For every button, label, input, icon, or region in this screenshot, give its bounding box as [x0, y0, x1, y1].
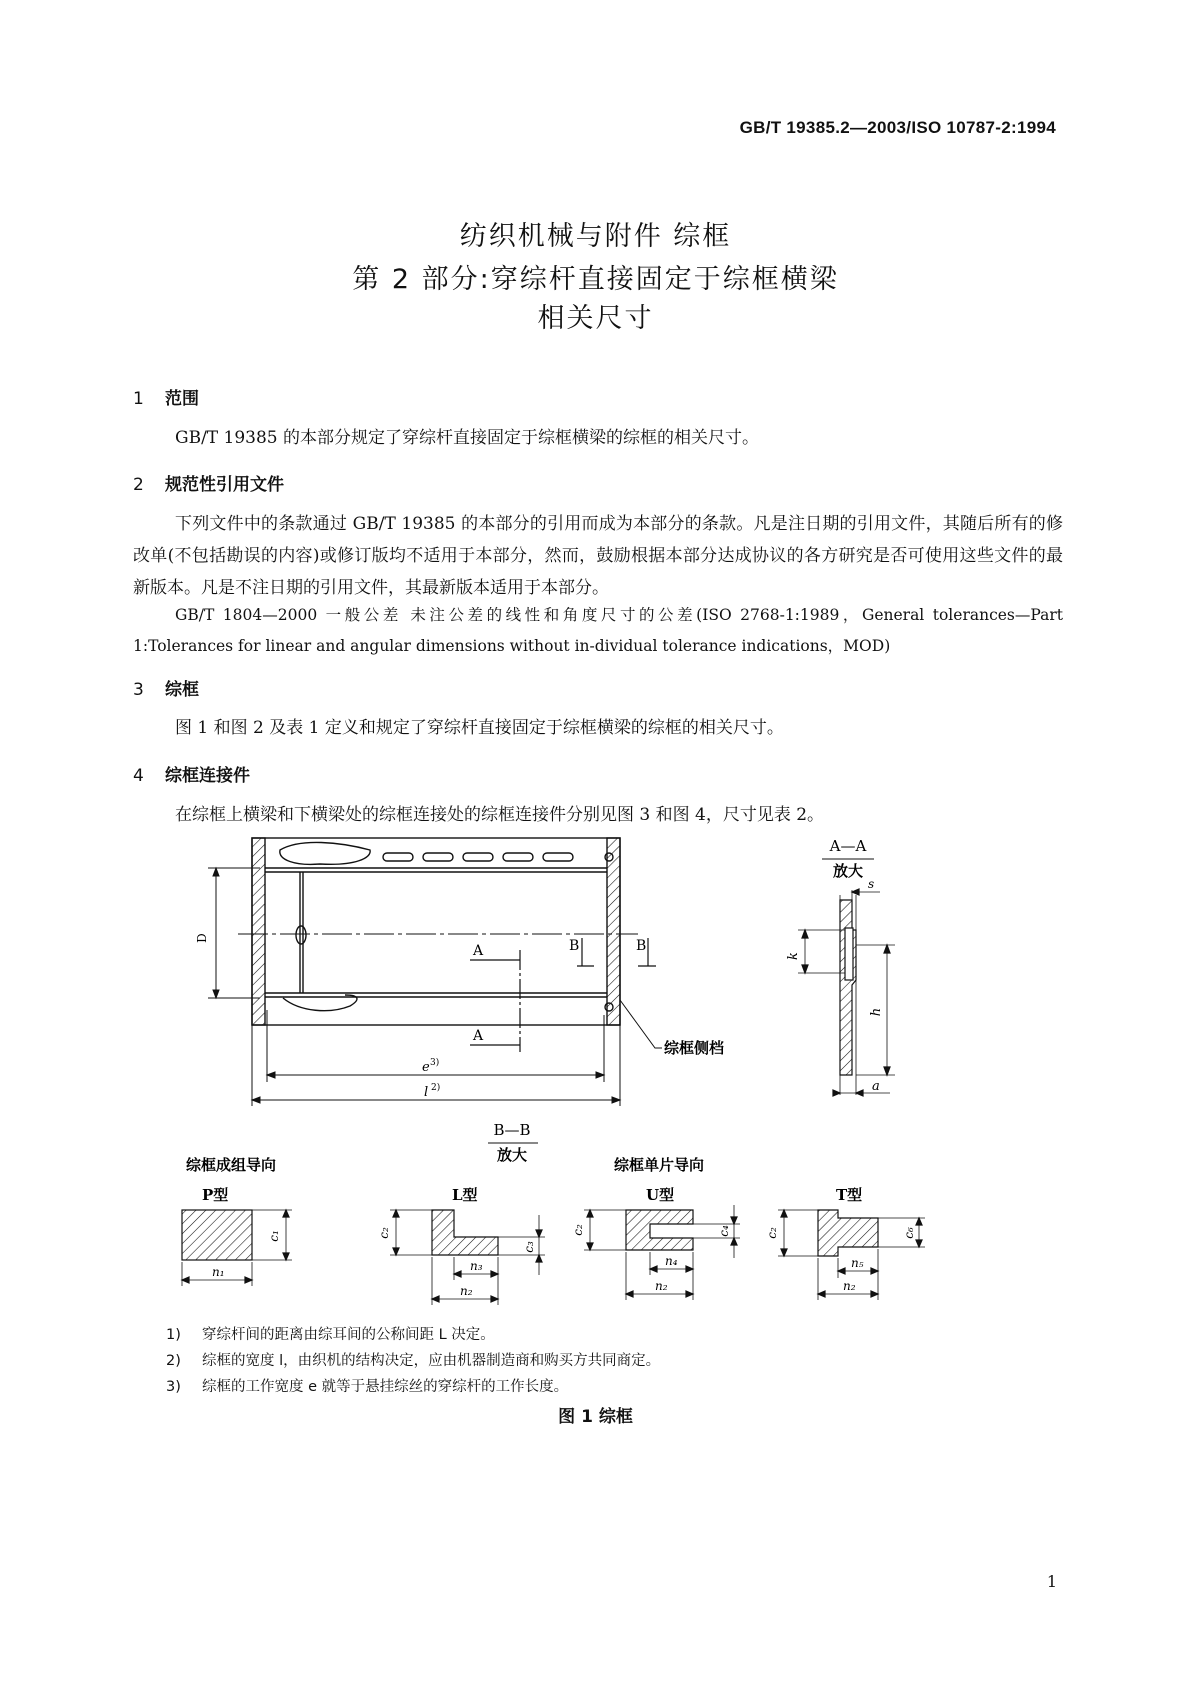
section-2-reference: GB/T 1804—2000 一般公差 未注公差的线性和角度尺寸的公差(ISO 2768-1:1989，General tolerances—Part 1:Tolerances for linear and angular dimensions without in-dividual tolerance indications，MOD) — [133, 606, 1063, 655]
section-2-title: 规范性引用文件 — [165, 475, 284, 495]
heald-frame-front-view — [238, 838, 638, 1025]
section-2-number: 2 — [133, 475, 144, 495]
p-type-label: P型 — [202, 1186, 229, 1204]
right-side-stay — [607, 838, 620, 1025]
figure-note-3 — [166, 1375, 568, 1396]
u-label-c2: c₂ — [571, 1224, 585, 1236]
u-label-n4: n₄ — [665, 1254, 678, 1268]
section-4-text: 在综框上横梁和下横梁处的综框连接处的综框连接件分别见图 3 和图 4，尺寸见表 2。 — [175, 805, 825, 825]
dim-label-e: e — [422, 1060, 430, 1075]
section-3-title: 综框 — [165, 680, 199, 700]
p-label-c1: c₁ — [267, 1230, 281, 1242]
figure-note-3-number: 3) — [166, 1379, 181, 1395]
section-mark-B-left: B — [569, 938, 580, 954]
bb-title: B—B — [493, 1121, 531, 1139]
l-label-c3: c₃ — [522, 1241, 536, 1253]
dim-label-l: l — [424, 1085, 429, 1100]
figure-note-2-text: 综框的宽度 l，由织机的结构决定，应由机器制造商和购买方共同商定。 — [202, 1353, 661, 1369]
section-mark-B-right: B — [636, 938, 647, 954]
standard-number: GB/T 19385.2—2003/ISO 10787-2:1994 — [739, 118, 1056, 137]
dim-label-e-note: 3) — [430, 1058, 440, 1068]
l-label-n3: n₃ — [470, 1259, 483, 1273]
section-4-title: 综框连接件 — [165, 766, 250, 786]
figure-note-3-text: 综框的工作宽度 e 就等于悬挂综丝的穿综杆的工作长度。 — [202, 1379, 569, 1395]
single-guide-label: 综框单片导向 — [614, 1156, 705, 1174]
aa-title: A—A — [829, 837, 867, 855]
title-line-3: 相关尺寸 — [537, 303, 654, 334]
t-type-label: T型 — [836, 1186, 863, 1204]
section-mark-A-bottom: A — [473, 1028, 484, 1044]
figure-note-1-text: 穿综杆间的距离由综耳间的公称间距 L 决定。 — [202, 1327, 495, 1343]
figure-note-2-number: 2) — [166, 1353, 181, 1369]
figure-note-2 — [166, 1349, 660, 1370]
u-label-c4: c₄ — [717, 1225, 731, 1237]
p-label-n1: n₁ — [212, 1265, 225, 1279]
side-stay-label: 综框侧档 — [664, 1039, 725, 1057]
aa-subtitle: 放大 — [832, 862, 864, 880]
figure-note-1-number: 1) — [166, 1327, 181, 1343]
aa-label-s: s — [868, 877, 875, 891]
dim-label-l-note: 2) — [431, 1083, 441, 1093]
section-1-text: GB/T 19385 的本部分规定了穿综杆直接固定于综框横梁的综框的相关尺寸。 — [175, 428, 760, 448]
title-line-2: 第 2 部分:穿综杆直接固定于综框横梁 — [352, 264, 839, 295]
u-type-label: U型 — [646, 1186, 675, 1204]
t-label-c6: c₆ — [902, 1227, 916, 1239]
page-number: 1 — [1046, 1572, 1057, 1591]
section-3-number: 3 — [133, 680, 144, 700]
section-1-number: 1 — [133, 389, 144, 409]
figure-note-1 — [166, 1323, 495, 1344]
section-2-text: 下列文件中的条款通过 GB/T 19385 的本部分的引用而成为本部分的条款。凡是注日期的引用文件，其随后所有的修改单(不包括勘误的内容)或修订版均不适用于本部分，然而，鼓励根据本部分达成协议的各方研究是否可使用这些文件的最新版本。凡是不注日期的引用文件，其最新版本适用于本部分。 — [133, 514, 1063, 598]
t-label-c2: c₂ — [765, 1227, 779, 1239]
aa-label-k: k — [786, 952, 801, 960]
p-type-profile — [182, 1210, 292, 1286]
bb-subtitle: 放大 — [496, 1146, 528, 1164]
left-side-stay — [252, 838, 265, 1025]
u-label-n2: n₂ — [655, 1279, 668, 1293]
l-label-n2: n₂ — [460, 1284, 473, 1298]
section-mark-A-top: A — [473, 943, 484, 959]
aa-label-h: h — [869, 1007, 884, 1017]
section-3-text: 图 1 和图 2 及表 1 定义和规定了穿综杆直接固定于综框横梁的综框的相关尺寸。 — [175, 718, 784, 738]
t-label-n5: n₅ — [851, 1256, 864, 1270]
aa-label-a: a — [872, 1079, 880, 1094]
l-label-c2: c₂ — [377, 1227, 391, 1239]
title-line-1: 纺织机械与附件 综框 — [459, 221, 732, 252]
l-type-label: L型 — [452, 1186, 478, 1204]
aa-section-profile — [798, 889, 895, 1096]
group-guide-label: 综框成组导向 — [186, 1156, 277, 1174]
section-4-number: 4 — [133, 766, 144, 786]
t-label-n2: n₂ — [843, 1279, 856, 1293]
figure-caption: 图 1 综框 — [558, 1407, 633, 1427]
section-1-title: 范围 — [165, 389, 199, 409]
dim-label-D: D — [195, 933, 209, 943]
